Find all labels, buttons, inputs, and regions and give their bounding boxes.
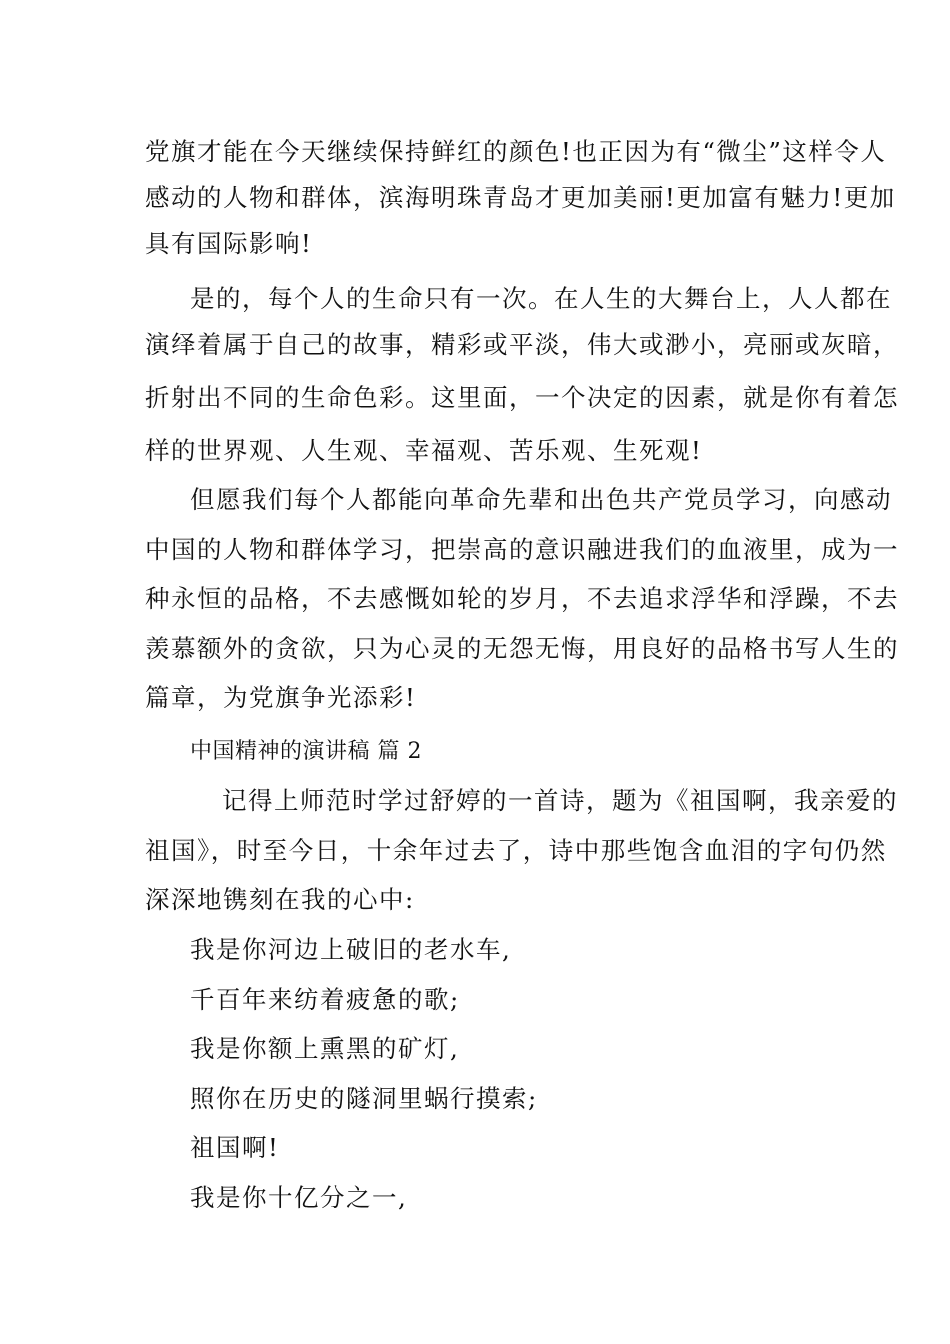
poem-line-1: 我是你河边上破旧的老水车, [190,935,512,964]
paragraph-2-line-4: 样的世界观、人生观、幸福观、苦乐观、生死观! [145,436,703,465]
poem-line-3: 我是你额上熏黑的矿灯, [190,1034,460,1063]
paragraph-2-line-3: 折射出不同的生命色彩。这里面，一个决定的因素，就是你有着怎 [145,383,899,412]
paragraph-3-line-3: 种永恒的品格，不去感慨如轮的岁月，不去追求浮华和浮躁，不去 [145,584,899,613]
paragraph-3-line-2: 中国的人物和群体学习，把崇高的意识融进我们的血液里，成为一 [145,535,899,564]
poem-line-2: 千百年来纺着疲惫的歌; [190,985,460,1014]
poem-line-5: 祖国啊! [190,1133,280,1162]
paragraph-3-line-5: 篇章，为党旗争光添彩! [145,683,417,712]
paragraph-2-line-2: 演绎着属于自己的故事，精彩或平淡，伟大或渺小，亮丽或灰暗， [145,330,899,359]
paragraph-3-line-1: 但愿我们每个人都能向革命先辈和出色共产党员学习，向感动 [190,485,892,514]
paragraph-1-line-2: 感动的人物和群体，滨海明珠青岛才更加美丽!更加富有魅力!更加 [145,183,896,212]
paragraph-4-line-2: 祖国》，时至今日，十余年过去了，诗中那些饱含血泪的字句仍然 [145,836,887,865]
paragraph-1-line-1: 党旗才能在今天继续保持鲜红的颜色!也正因为有“微尘”这样令人 [145,137,887,166]
paragraph-2-line-1: 是的，每个人的生命只有一次。在人生的大舞台上，人人都在 [190,284,892,313]
section-heading: 中国精神的演讲稿 篇 2 [190,739,422,764]
paragraph-1-line-3: 具有国际影响! [145,229,313,258]
poem-line-4: 照你在历史的隧洞里蜗行摸索; [190,1084,538,1113]
paragraph-4-line-1: 记得上师范时学过舒婷的一首诗，题为《祖国啊，我亲爱的 [222,786,898,815]
paragraph-3-line-4: 羡慕额外的贪欲，只为心灵的无怨无悔，用良好的品格书写人生的 [145,634,899,663]
poem-line-6: 我是你十亿分之一, [190,1183,408,1212]
paragraph-4-line-3: 深深地镌刻在我的心中: [145,885,415,914]
